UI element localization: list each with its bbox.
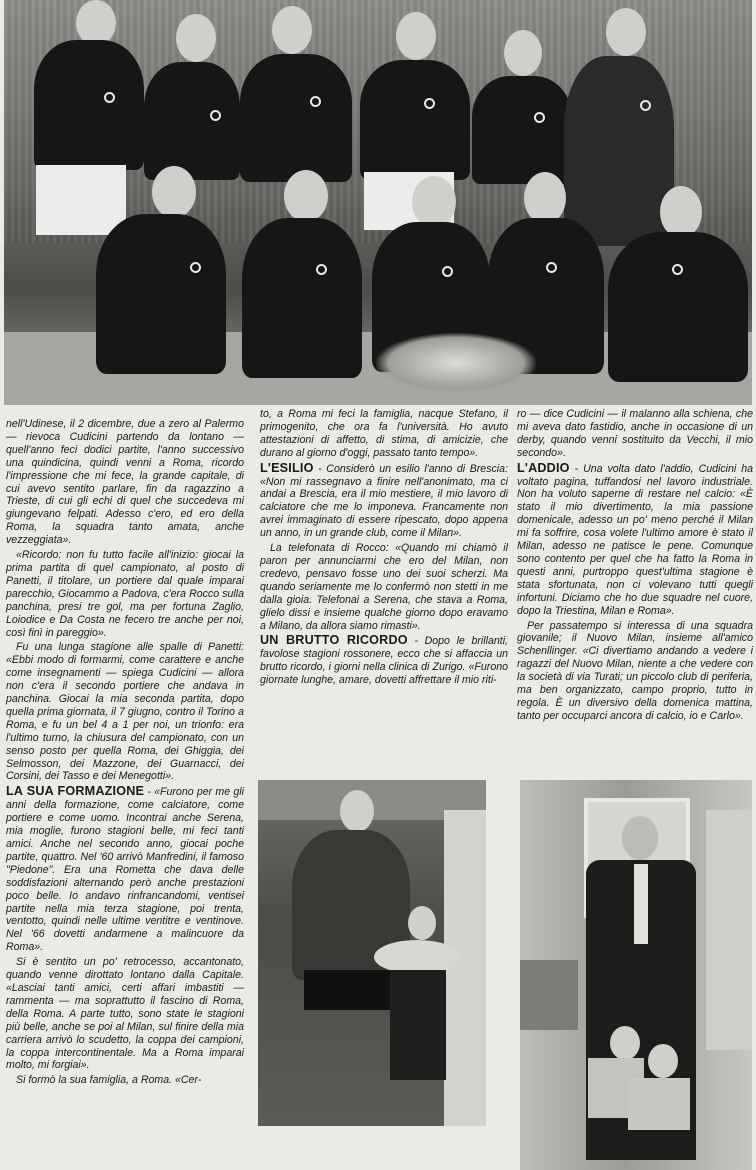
paragraph: Fu una lunga stagione alle spalle di Panetti: «Ebbi modo di formarmi, come carattere e anche come insegnamenti — spiega Cudicini — allora non c'era il secondo portiere che andava in panchina. Giocai la mia seconda partita, dopo quella prima giornata, il 7 giugno, contro il Torino a Roma, e fu un bel 4 a 1 per noi, un trionfo: era l'ultimo turno, la chiusura del campionato, con un senso posto per quella Roma, dei Ghiggia, dei Selmosson, dei Mazzone, dei Guarnacci, dei Corsini, dei Tasso e dei Menegotti».: [6, 641, 244, 783]
crest-icon: [190, 262, 201, 273]
crest-icon: [534, 112, 545, 123]
paragraph: LA SUA FORMAZIONE - «Furono per me gli anni della formazione, come calciatore, come portiere e come uomo. Incontrai anche Serena, mia moglie, furono stagioni belle, mi feci tanti amici. Anche nel secondo anno, giocai poche partite, quattro. Nel '60 arrivò Manfredini, il famoso "Piedone". Era una Rometta che dava delle soddisfazioni alternando però anche prestazioni poco belle. Io andavo rinfrancandomi, ventisei partite nella mia terza stagione, poi trenta, ventotto, quindi nelle ultime ventitre e ventinove. Nel '66 dovetti andarmene a malincuore da Roma».: [6, 784, 244, 954]
section-heading: UN BRUTTO RICORDO: [260, 633, 408, 648]
section-heading: LA SUA FORMAZIONE: [6, 784, 145, 799]
television: [520, 960, 578, 1030]
child-head: [648, 1044, 678, 1078]
player-head: [524, 172, 566, 224]
goalkeeper-head: [340, 790, 374, 832]
paragraph: UN BRUTTO RICORDO - Dopo le brillanti, favolose stagioni rossonere, ecco che si affaccia un brutto ricordo, i giorni nella clinica di Zurigo. «Furono giornate lunghe, amare, dovetti affrettare il mio riti-: [260, 633, 508, 687]
paragraph: ro — dice Cudicini — il malanno alla schiena, che mi aveva dato fastidio, anche in occasione di un derby, quando venni sostituito da Vecchi, il mio secondo».: [517, 408, 753, 459]
player-crouching: [96, 214, 226, 374]
paragraph: L'ESILIO - Considerò un esilio l'anno di Brescia: «Non mi rassegnavo a finire nell'anonimato, ma ci andai a Brescia, era il mio mestiere, il mio lavoro di calciatore che me lo imponeva. Francamente non avrei immaginato di essere ripescato, dopo appena un anno, in un grande club, come il Milan».: [260, 460, 508, 540]
crest-icon: [210, 110, 221, 121]
player-head: [606, 8, 646, 56]
team-photo: [4, 0, 752, 405]
article-column-1: [6, 418, 244, 1089]
article-column-2: [260, 408, 508, 689]
player-head: [396, 12, 436, 60]
player-head: [272, 6, 312, 54]
player-crouching: [242, 218, 362, 378]
player-standing: [240, 54, 352, 182]
crest-icon: [546, 262, 557, 273]
player-head: [152, 166, 196, 218]
paragraph: Si è sentito un po' retrocesso, accantonato, quando venne dirottato lontano dalla Capitale. «Lasciai tanti amici, certi affari imbastiti — rammenta — ma soprattutto il fascino di Roma, della Roma. A parte tutto, sono state le stagioni più belle, anche se poi al Milan, sul finire della mia carriera arrivò lo scudetto, la coppa dei campioni, la coppa intercontinentale. Ma a Roma imparai molto, mi forgiai».: [6, 956, 244, 1072]
player-head: [284, 170, 328, 222]
paragraph: nell'Udinese, il 2 dicembre, due a zero al Palermo — rievoca Cudicini partendo da lontano — quell'anno feci dodici partite, l'anno successivo una quindicina, quindi venni a Roma, ricordo l'impressione che mi fece, la grande capitale, di cui avevo sentito parlare, fin da ragazzino a Trieste, di cui gli echi di quel che succedeva mi giungevano felpati. Adesso c'ero, ed ero della Roma, la squadra tanto amata, anche vezzeggiata».: [6, 418, 244, 547]
paragraph: to, a Roma mi feci la famiglia, nacque Stefano, il primogenito, che ora fa l'università. Ho avuto attestazioni di affetto, di stima, di amicizie, che durano al giorno d'oggi, passato tanto tempo».: [260, 408, 508, 459]
player-head: [176, 14, 216, 62]
crest-icon: [640, 100, 651, 111]
child-head: [408, 906, 436, 940]
player-standing: [34, 40, 144, 170]
shutter: [706, 810, 752, 1050]
player-head: [412, 176, 456, 228]
family-photo: [520, 780, 752, 1170]
crest-icon: [424, 98, 435, 109]
crest-icon: [316, 264, 327, 275]
player-shorts: [36, 165, 126, 235]
child-body: [390, 970, 446, 1080]
shirt: [634, 864, 648, 944]
section-heading: L'ESILIO: [260, 460, 314, 475]
section-heading: L'ADDIO: [517, 460, 570, 475]
player-head: [660, 186, 702, 238]
player-standing: [144, 62, 240, 180]
player-standing: [472, 76, 572, 184]
paragraph: La telefonata di Rocco: «Quando mi chiamò il paron per annunciarmi che ero del Milan, non credevo, pensavo fosse uno dei suoi scherzi. Ma quando seriamente me lo confermò non stetti in me dalla gioia. Telefonai a Serena, che stava a Roma, glielo dissi e insieme qualche giorno dopo eravamo a Milano, da allora siamo rimasti».: [260, 542, 508, 632]
flowers: [374, 940, 460, 974]
crest-icon: [442, 266, 453, 277]
goalkeeper-shorts: [304, 970, 394, 1010]
door: [444, 810, 486, 1126]
goalkeeper-child-photo: [258, 780, 486, 1126]
child-sweater: [628, 1078, 690, 1130]
goalkeeper-standing: [564, 56, 674, 246]
trophy: [376, 333, 536, 393]
man-head: [622, 816, 658, 860]
child-head: [610, 1026, 640, 1060]
player-crouching: [608, 232, 748, 382]
crest-icon: [310, 96, 321, 107]
paragraph: L'ADDIO - Una volta dato l'addio, Cudicini ha voltato pagina, tuffandosi nel lavoro industriale. Non ha voluto saperne di restare nel calcio: «È stato il mio divertimento, la mia passione domenicale, adesso un po' meno perché il Milan mi fa soffrire, cosa volete l'ultimo amore è stato il Milan, adesso ne patisce le pene. Comunque sono contento per quel che ha fatto la Roma in questi anni, purtroppo quest'ultima stagione è stata sfortunata, non ci volevano tutti quegli infortuni. Diciamo che ho due squadre nel cuore, dopo la Triestina, Milan e Roma».: [517, 460, 753, 617]
player-standing: [360, 60, 470, 180]
crest-icon: [104, 92, 115, 103]
article-column-3: [517, 408, 753, 725]
player-head: [504, 30, 542, 76]
paragraph: Per passatempo si interessa di una squadra giovanile; il Nuovo Milan, insieme all'amico Schenllinger. «Ci divertiamo andando a vedere i ragazzi del Nuovo Milan, niente a che vedere con la società di via Turati; un piccolo club di periferia, ma ben organizzato, campo proprio, tutto in regola. È un diversivo della domenica mattina, tanto per occuparci ancora di calcio, io e Carlo».: [517, 619, 753, 722]
paragraph: Si formò la sua famiglia, a Roma. «Cer-: [16, 1074, 202, 1087]
crest-icon: [672, 264, 683, 275]
paragraph: «Ricordo: non fu tutto facile all'inizio: giocai la prima partita di quel campionato, al posto di Panetti, il titolare, un portiere dal quale imparai parecchio, Giocammo a Padova, c'era Rocco sulla panchina, presi tre gol, ma per fortuna Zaglio, Loiodice e Da Costa ne fecero tre anche per noi, così finì in pareggio».: [6, 549, 244, 639]
